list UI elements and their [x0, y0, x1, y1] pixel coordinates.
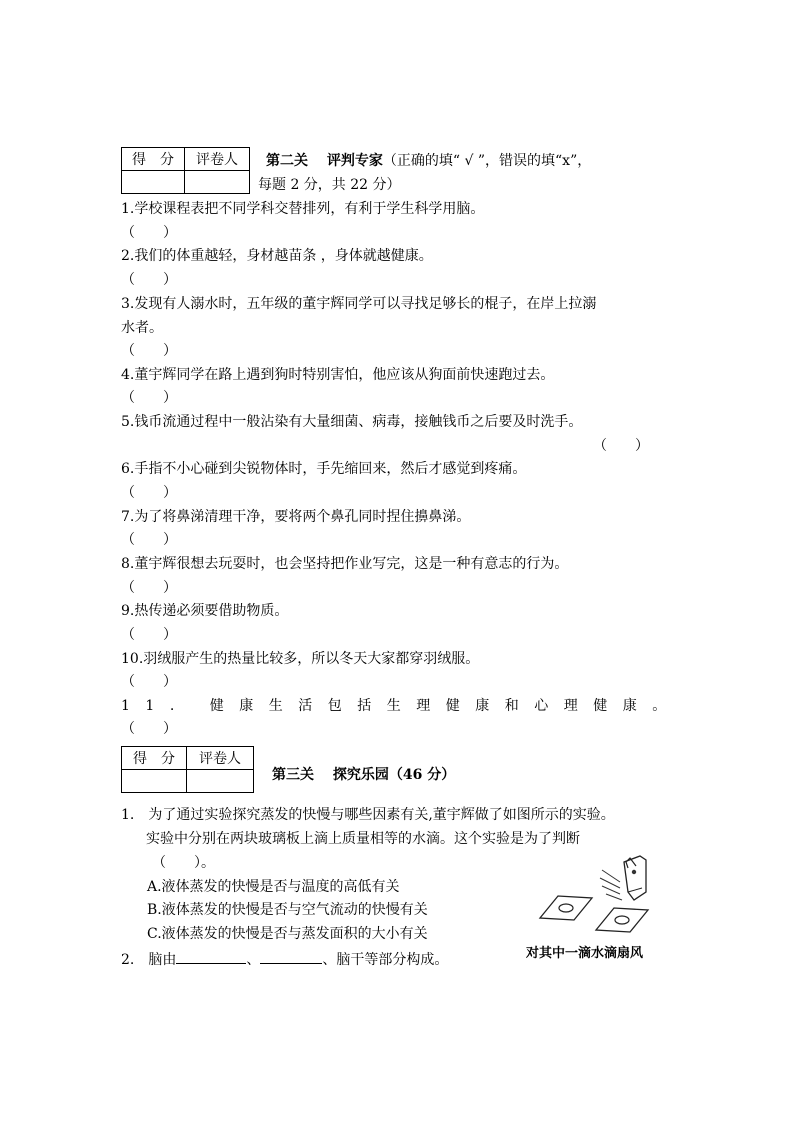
grader-cell: [185, 171, 250, 194]
question-2: 2.我们的体重越轻，身材越苗条 ，身体就越健康。: [121, 248, 433, 264]
answer-paren-6[interactable]: （ ）: [121, 485, 177, 501]
answer-paren-4[interactable]: （ ）: [121, 390, 177, 406]
water-drop-right: [615, 916, 629, 924]
option-c: C.液体蒸发的快慢是否与蒸发面积的大小有关: [147, 926, 428, 942]
grader-header: 评卷人: [187, 747, 254, 770]
question-7: 7.为了将鼻涕清理干净，要将两个鼻孔同时捏住擤鼻涕。: [121, 509, 471, 525]
answer-paren-8[interactable]: （ ）: [121, 580, 177, 596]
question-5: 5.钱币流通过程中一般沾染有大量细菌、病毒，接触钱币之后要及时洗手。: [121, 414, 583, 430]
experiment-illustration: [536, 848, 666, 940]
answer-paren-2[interactable]: （ ）: [121, 272, 177, 288]
section2-title-line: [266, 152, 591, 170]
question-3: 3.发现有人溺水时，五年级的董宇辉同学可以寻找足够长的棍子，在岸上拉溺: [121, 296, 597, 312]
grader-cell: [187, 770, 254, 793]
answer-paren-3[interactable]: （ ）: [121, 343, 177, 359]
section3-title: 第三关 探究乐园（46 分）: [272, 767, 456, 783]
section2-instructions-2: 每题 2 分，共 22 分）: [258, 177, 401, 193]
score-header: 得 分: [122, 747, 187, 770]
score-table-section3: [121, 746, 254, 793]
q1-line2: 实验中分别在两块玻璃板上滴上质量相等的水滴。这个实验是为了判断: [146, 831, 580, 847]
q2-sep2: 、脑干等部分构成。: [322, 952, 449, 968]
question-8: 8.董宇辉很想去玩耍时，也会坚持把作业写完，这是一种有意志的行为。: [121, 556, 569, 572]
section2-instructions: （正确的填“ √ ”，错误的填“x”，: [382, 153, 592, 169]
grader-header: 评卷人: [185, 148, 250, 171]
q2-line: [121, 949, 448, 969]
section2-title: 第二关 评判专家: [266, 153, 383, 169]
q1-answer-paren[interactable]: （ ）。: [152, 855, 215, 871]
q2-sep1: 、: [246, 952, 261, 968]
glass-plate-left: [540, 896, 592, 920]
question-10: 10.羽绒服产生的热量比较多，所以冬天大家都穿羽绒服。: [121, 651, 480, 667]
option-a: A.液体蒸发的快慢是否与温度的高低有关: [147, 879, 400, 895]
q2-prefix: 2. 脑由: [121, 952, 177, 968]
score-table-section2: [121, 147, 250, 194]
question-9: 9.热传递必须要借助物质。: [121, 603, 289, 619]
water-drop-left: [559, 904, 573, 912]
answer-paren-7[interactable]: （ ）: [121, 532, 177, 548]
score-cell: [122, 770, 187, 793]
q2-blank-2[interactable]: [260, 949, 322, 964]
figure-caption: 对其中一滴水滴扇风: [526, 946, 644, 961]
option-b: B.液体蒸发的快慢是否与空气流动的快慢有关: [147, 902, 428, 918]
question-6: 6.手指不小心碰到尖锐物体时，手先缩回来，然后才感觉到疼痛。: [121, 461, 527, 477]
answer-paren-11[interactable]: （ ）: [121, 721, 177, 737]
answer-paren-5[interactable]: （ ）: [593, 438, 649, 454]
q1-line1: 1. 为了通过实验探究蒸发的快慢与哪些因素有关,董宇辉做了如图所示的实验。: [121, 807, 615, 823]
score-cell: [122, 171, 185, 194]
question-1: 1.学校课程表把不同学科交替排列，有利于学生科学用脑。: [121, 201, 485, 217]
fan-icon: [624, 856, 646, 900]
score-header: 得 分: [122, 148, 185, 171]
answer-paren-9[interactable]: （ ）: [121, 627, 177, 643]
answer-paren-1[interactable]: （ ）: [121, 225, 177, 241]
question-3-cont: 水者。: [121, 320, 163, 336]
question-11: 11. 健康生活包括生理健康和心理健康。: [121, 698, 682, 714]
q2-blank-1[interactable]: [176, 949, 246, 964]
glass-plate-right: [596, 908, 648, 932]
question-4: 4.董宇辉同学在路上遇到狗时特别害怕，他应该从狗面前快速跑过去。: [121, 367, 555, 383]
answer-paren-10[interactable]: （ ）: [121, 674, 177, 690]
